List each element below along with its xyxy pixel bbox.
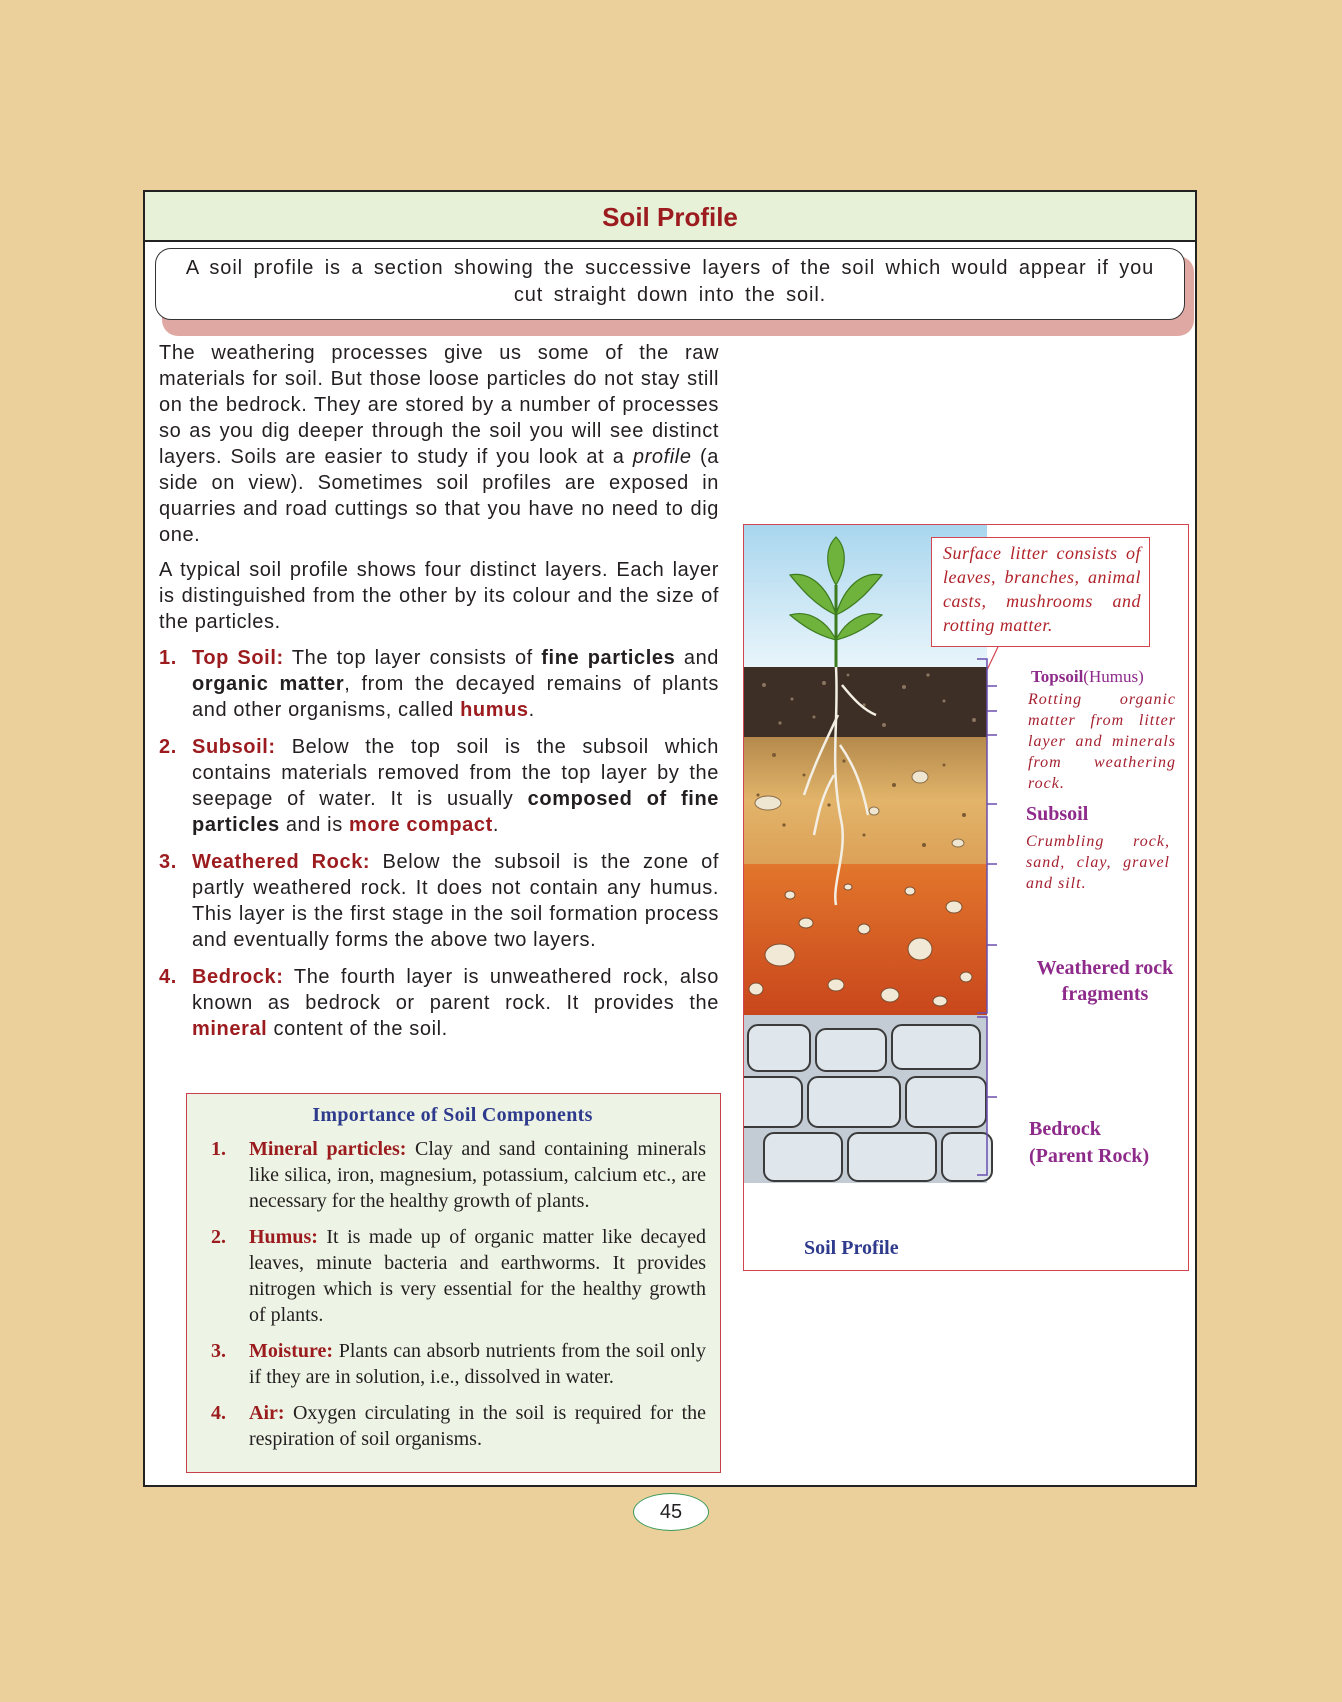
topsoil-label: Topsoil(Humus) (1031, 667, 1144, 686)
subsoil-label: Subsoil (1026, 803, 1089, 825)
figure-caption: Soil Profile (804, 1237, 899, 1259)
page-title: Soil Profile (602, 202, 738, 232)
list-item: 4. Bedrock: The fourth layer is unweathered rock, also known as bedrock or parent rock. It provides the mineral content of the soil. (159, 966, 719, 1040)
title-bar (145, 192, 1195, 242)
bedrock-label: Bedrock (Parent Rock) (1029, 1118, 1150, 1167)
subsoil-description: Crumbling rock, sand, clay, gravel and silt. (1026, 833, 1170, 892)
weathered-rock-label: Weathered rock fragments (1036, 957, 1174, 1005)
body-text (159, 340, 719, 1053)
intro-paragraph-1: The weathering processes give us some of the raw materials for soil. But those loose particles do not stay still on the bedrock. They are stored by a number of processes so as you dig deeper through the soil you will see distinct layers. Soils are easier to study if you look at a profile (a side on view). Sometimes soil profiles are exposed in quarries and road cuttings so that you have no need to dig one. (159, 342, 720, 546)
list-item: 3. Weathered Rock: Below the subsoil is the zone of partly weathered rock. It does not contain any humus. This layer is the first stage in the soil formation process and eventually forms the above two layers. (159, 851, 719, 951)
content-frame (143, 190, 1197, 1487)
list-item: 3. Moisture: Plants can absorb nutrients from the soil only if they are in solution, i.e., dissolved in water. (211, 1340, 706, 1388)
list-item: 1. Top Soil: The top layer consists of fine particles and organic matter, from the decayed remains of plants and other organisms, called humus. (159, 647, 720, 721)
page-number: 45 (633, 1493, 709, 1531)
topsoil-layer (744, 667, 987, 737)
bedrock-blocks (744, 1025, 992, 1181)
soil-profile-diagram (743, 524, 1189, 1271)
list-item: 4. Air: Oxygen circulating in the soil is required for the respiration of soil organisms. (211, 1402, 706, 1450)
importance-box (186, 1093, 721, 1473)
soil-layers-list (159, 645, 719, 1042)
intro-paragraph-2: A typical soil profile shows four distinct layers. Each layer is distinguished from the other by its colour and the size of the particles. (159, 559, 719, 633)
weathered-rock-layer (744, 864, 987, 1015)
importance-heading: Importance of Soil Components (312, 1104, 593, 1126)
surface-litter-caption: Surface litter consists of leaves, branches, animal casts, mushrooms and rotting matter. (931, 537, 1150, 647)
definition-box: A soil profile is a section showing the successive layers of the soil which would appear if you cut straight down into the soil. (155, 248, 1185, 320)
list-item: 2. Subsoil: Below the top soil is the subsoil which contains materials removed from the top layer by the seepage of water. It is usually composed of fine particles and is more compact. (159, 736, 719, 836)
topsoil-description: Rotting organic matter from litter layer and minerals from weathering rock. (1028, 691, 1176, 792)
list-item: 2. Humus: It is made up of organic matter like decayed leaves, minute bacteria and earthworms. It provides nitrogen which is very essential for the healthy growth of plants. (211, 1226, 706, 1326)
list-item: 1. Mineral particles: Clay and sand containing minerals like silica, iron, magnesium, potassium, calcium etc., are necessary for the healthy growth of plants. (211, 1138, 706, 1212)
importance-list (199, 1136, 706, 1452)
